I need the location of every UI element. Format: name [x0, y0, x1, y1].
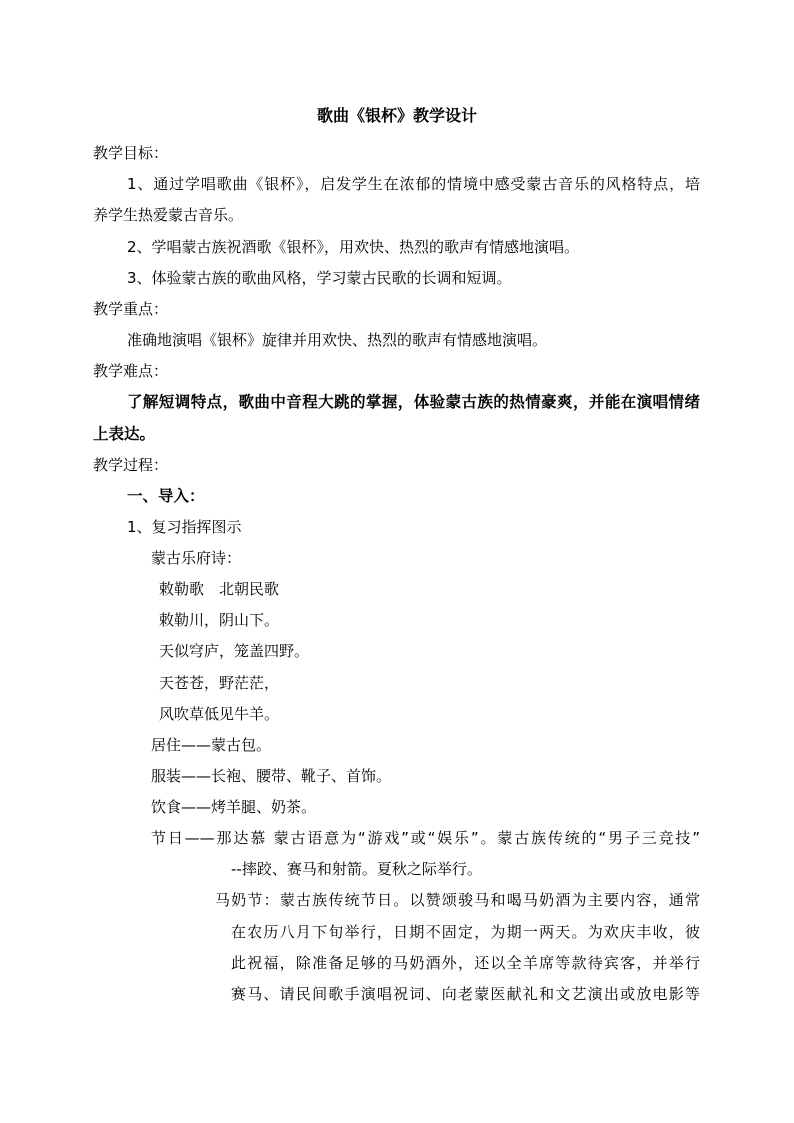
section-1-heading: 一、导入： — [127, 487, 205, 505]
difficulties-heading: 教学难点： — [93, 362, 169, 380]
housing-line: 居住——蒙古包。 — [151, 736, 272, 754]
food-line: 饮食——烤羊腿、奶茶。 — [151, 798, 317, 816]
process-heading: 教学过程： — [93, 456, 169, 474]
key-points-heading: 教学重点： — [93, 300, 169, 318]
goal-item-1-line-2: 养学生热爱蒙古音乐。 — [93, 206, 244, 224]
goals-heading: 教学目标： — [93, 144, 169, 162]
festival-line-1: 节日——那达慕 蒙古语意为“游戏”或“娱乐”。蒙古族传统的“男子三竞技” — [151, 829, 700, 847]
goal-item-1-line-1: 1、通过学唱歌曲《银杯》，启发学生在浓郁的情境中感受蒙古音乐的风格特点，培 — [127, 175, 700, 193]
mare-milk-line-4: 赛马、请民间歌手演唱祝词、向老蒙医献礼和文艺演出或放电影等 — [231, 985, 700, 1003]
poem-line-3: 天苍苍，野茫茫， — [159, 674, 280, 692]
poem-intro: 蒙古乐府诗： — [151, 549, 242, 567]
festival-line-2: --摔跤、赛马和射箭。夏秋之际举行。 — [231, 860, 482, 878]
clothing-line: 服装——长袍、腰带、靴子、首饰。 — [151, 767, 392, 785]
document-title: 歌曲《银杯》教学设计 — [316, 106, 477, 125]
poem-title: 敕勒歌 北朝民歌 — [159, 580, 280, 598]
poem-line-1: 敕勒川，阴山下。 — [159, 611, 280, 629]
goal-item-2: 2、学唱蒙古族祝酒歌《银杯》，用欢快、热烈的歌声有情感地演唱。 — [127, 238, 580, 256]
difficulties-line-2: 上表达。 — [93, 425, 156, 443]
goal-item-3: 3、体验蒙古族的歌曲风格，学习蒙古民歌的长调和短调。 — [127, 269, 512, 287]
difficulties-line-1: 了解短调特点，歌曲中音程大跳的掌握，体验蒙古族的热情豪爽，并能在演唱情绪 — [127, 393, 700, 411]
step-1: 1、复习指挥图示 — [127, 518, 242, 536]
poem-line-2: 天似穹庐，笼盖四野。 — [159, 642, 310, 660]
mare-milk-line-2: 在农历八月下旬举行，日期不固定，为期一两天。为欢庆丰收，彼 — [231, 923, 700, 941]
key-points-text: 准确地演唱《银杯》旋律并用欢快、热烈的歌声有情感地演唱。 — [127, 331, 548, 349]
mare-milk-line-1: 马奶节：蒙古族传统节日。以赞颂骏马和喝马奶酒为主要内容，通常 — [215, 891, 700, 909]
mare-milk-line-3: 此祝福，除准备足够的马奶酒外，还以全羊席等款待宾客，并举行 — [231, 954, 700, 972]
poem-line-4: 风吹草低见牛羊。 — [159, 705, 280, 723]
